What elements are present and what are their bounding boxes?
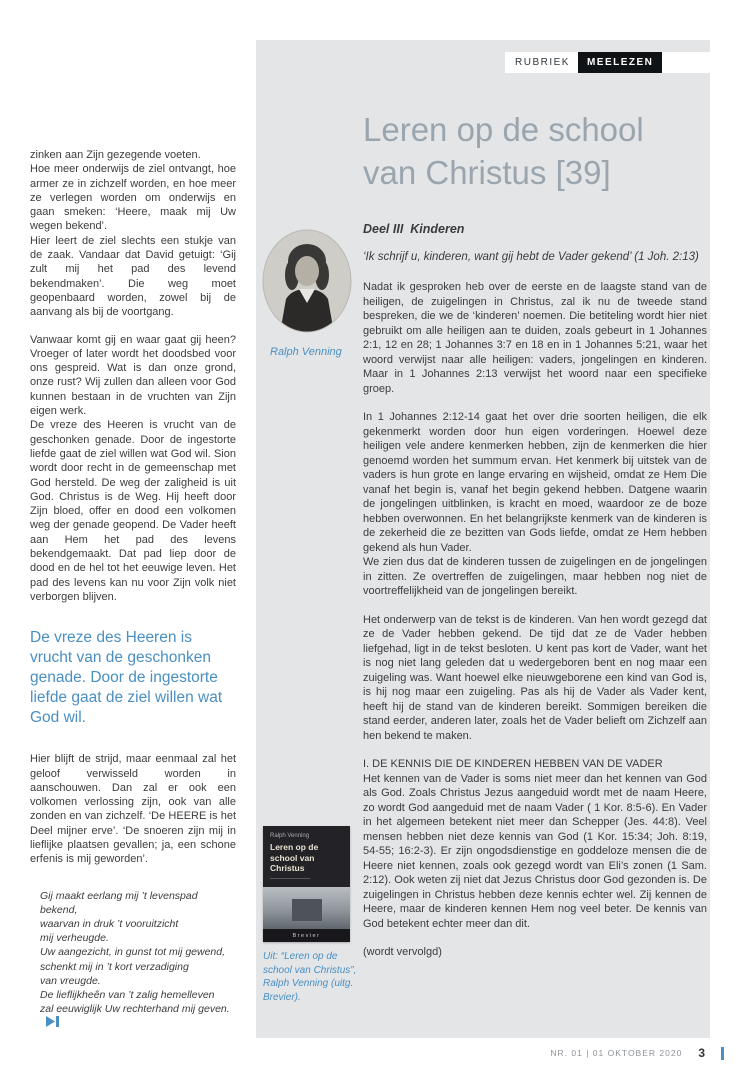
poem-line-text: zal eeuwiglijk Uw rechterhand mij geven. [40, 1003, 230, 1016]
article-end-mark-icon [46, 1016, 59, 1031]
poem-line [40, 1002, 236, 1031]
poem-line: waarvan in druk ’t vooruitzicht [40, 917, 179, 930]
footer-accent-bar [721, 1047, 724, 1060]
book-cover-publisher: Brevier [263, 929, 350, 942]
article-title-line2: van Christus [39] [363, 154, 611, 191]
left-paragraph: Hoe meer onderwijs de ziel ontvangt, hoe armer ze in zichzelf worden, en hoe meer ze verlegen worden om onderwijs en gaan smeken: ‘Heere, maak mij Uw wegen bekend’. [30, 163, 236, 233]
book-cover-author: Ralph Venning [270, 833, 310, 839]
issue-label: NR. 01 | 01 OKTOBER 2020 [550, 1048, 683, 1058]
article-body [363, 222, 707, 960]
poem-line: schenkt mij in ’t kort verzadiging [40, 960, 189, 973]
article-title-line1: Leren op de school [363, 111, 644, 148]
book-caption: Uit: “Leren op de school van Christus”, Ralph Venning (uitg. Brevier). [263, 951, 357, 1003]
rubric-label: RUBRIEK [515, 57, 570, 68]
ralph-venning-portrait [262, 229, 352, 333]
left-paragraph: Hier blijft de strijd, maar eenmaal zal het geloof verwisseld worden in aanschouwen. Dan zal er ook een volkomen verlossing zijn, ook van alle zonden en van zichzelf. ‘De HEERE is het Deel mijner erve’. ‘De snoeren zijn mij in lieflijke plaatsen gevallen; ja, een schone erfenis is mij geworden’. [30, 753, 236, 866]
poem-line: De lieflijkheên van ’t zalig hemelleven [40, 989, 215, 1001]
article-section-heading: I. DE KENNIS DIE DE KINDEREN HEBBEN VAN DE VADER [363, 758, 663, 770]
section-label: Deel III Kinderen [363, 222, 465, 236]
article-paragraph: Het onderwerp van de tekst is de kinderen. Van hen wordt gezegd dat ze de Vader hebben gekend. De tijd dat ze de Vader hebben liefgehad, ligt in de tekst besloten. U kent pas kort de Vader, want het is nog niet lang geleden dat u wedergeboren bent en nog maar een zuigeling was. Want hoewel elke nieuwgeborene een kind van God is, is hij nog maar een zuigeling. Pas als hij de Vader als Vader kent, heeft hij de stand van de kinderen bereikt. Sommigen bereiken die stand eerder, anderen later, zoals het de Vader belieft om Zichzelf aan hen bekend te maken. [363, 613, 707, 742]
left-paragraph: Hier leert de ziel slechts een stukje van de zaak. Vandaar dat David getuigt: ‘Gij zult mij het pad des levend bekendmaken’. Die weg moet geopenbaard worden, zowel bij de aanvang als bij de voortgang. [30, 234, 236, 319]
article-paragraph: In 1 Johannes 2:12-14 gaat het over drie soorten heiligen, die elk gekenmerkt worden door hun eigen vorderingen. Hoewel deze heiligen vele andere kenmerken hebben, zijn de kenmerken die hier genoemd worden het summum ervan. Het kenmerk bij uitstek van de vaders is hun grote en lange ervaring en wijsheid, omdat ze Hem Die vanaf het begin is, vanaf het begin gekend hebben. Datgene waarin de jongelingen uitblinken, is kracht en moed, waardoor ze de boze hebben overwonnen. En het belangrijkste kenmerk van de kinderen is de zekerheid die ze bezitten van Gods liefde, omdat ze Hem hebben gekend als hun Vader. [363, 411, 707, 554]
poem-line: Uw aangezicht, in gunst tot mij gewend, [40, 946, 226, 959]
left-paragraph: zinken aan Zijn gezegende voeten. [30, 149, 201, 161]
article-title [363, 108, 708, 194]
portrait-caption: Ralph Venning [270, 346, 342, 358]
book-cover-title: Leren op de school van Christus [270, 842, 319, 874]
article-paragraph: Het kennen van de Vader is soms niet meer dan het kennen van God als God. Zoals Christus Jezus aangeduid wordt met de naam Heere, zo wordt God aangeduid met de naam Vader ( 1 Kor. 8:5-6). En Vader in het algemeen betekent niet meer dan Schepper (Jes. 44:8). Veel mensen hebben niet deze kennis van God (1 Kor. 15:34; Joh. 8:19, 54-55; 16:2-3). Er zijn ongodsdienstige en goddeloze mensen die de Heere niet kennen, zoals ook gezegd wordt van Eli’s zonen (1 Sam. 2:12). Ook weten zij niet dat Jezus Christus door God gezonden is. De zuigelingen in Christus hebben deze kennis echter wel. Zij kennen de Heere, maar de kinderen kennen Hem nog veel beter. De kennis van God betekent echter meer dan dit. [363, 772, 707, 930]
page-number: 3 [698, 1046, 705, 1060]
poem-line: mij verheugde. [40, 932, 109, 945]
book-cover [263, 826, 350, 942]
article-closing-note: (wordt vervolgd) [363, 946, 442, 958]
rubric-highlight: MEELEZEN [578, 52, 662, 73]
article-paragraph: We zien dus dat de kinderen tussen de zuigelingen en de jongelingen in zitten. Ze overtreffen de zuigelingen, maar hebben nog niet de voortreffelijkheid van de jongelingen bereikt. [363, 556, 707, 597]
rubric-strip [505, 52, 738, 73]
article-paragraph: Nadat ik gesproken heb over de eerste en de laagste stand van de heiligen, de zuigelingen in Christus, zal ik nu de tweede stand bespreken, die we de ‘kinderen’ noemen. Die betiteling wordt hier niet gebruikt om alle heiligen aan te duiden, zoals gebeurt in 1 Johannes 2:1, 12 en 28; 1 Johannes 3:7 en 18 en in 1 Johannes 5:21, waar het woord verwijst naar alle heiligen: vaders, jongelingen en kinderen. Maar in 1 Johannes 2:13 verwijst het woord naar een specifieke groep. [363, 281, 707, 395]
poem-line: van vreugde. [40, 974, 101, 987]
left-paragraph: Vanwaar komt gij en waar gaat gij heen? Vroeger of later wordt het doodsbed voor ons gespreid. Wat is dan onze grond, onze rust? Wij zullen dan alleen voor God kunnen bestaan in de vruchten van Zijn eigen werk. [30, 333, 236, 418]
poem-line: Gij maakt eerlang mij ’t levenspad bekend, [40, 889, 198, 916]
poem-block [30, 889, 236, 1032]
portrait-engraving-image [262, 229, 352, 333]
left-column [30, 148, 236, 1032]
book-cover-subtitle-rule [270, 878, 310, 882]
book-cover-photo [263, 887, 350, 929]
scripture-quote: ‘Ik schrijf u, kinderen, want gij hebt de Vader gekend’ (1 Joh. 2:13) [363, 250, 699, 263]
pull-quote: De vreze des Heeren is vrucht van de geschonken genade. Door de ingestorte liefde gaat de ziel willen wat God wil. [30, 629, 223, 727]
page-footer [256, 1046, 724, 1060]
left-paragraph: De vreze des Heeren is vrucht van de geschonken genade. Door de ingestorte liefde gaat de ziel willen wat God wil. Sion wordt door recht in de gemeenschap met God hersteld. De weg der zaligheid is uit God. Christus is de Weg. Hij heeft door Zijn bloed, offer en dood een volkomen weg der genade geopend. De Vader heeft aan Hem het pad des levens bekendgemaakt. Dat pad liep door de dood en de hel tot het eeuwige leven. Het pad des levens kan nu voor Zijn volk niet verborgen blijven. [30, 419, 236, 603]
building-image [292, 899, 322, 921]
